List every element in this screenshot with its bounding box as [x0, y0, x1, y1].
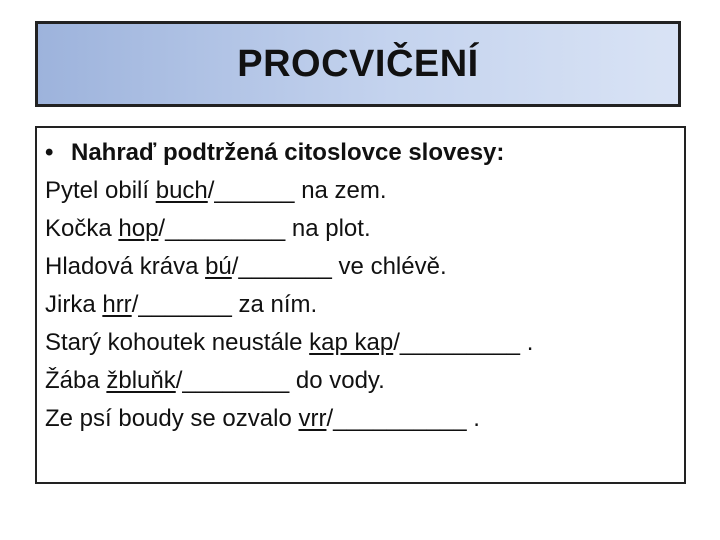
line-text-before: Hladová kráva — [45, 253, 206, 280]
interjection: buch — [155, 177, 208, 204]
exercise-box — [35, 126, 686, 484]
line-text-after: /_________ . — [393, 329, 534, 356]
exercise-line-5 — [45, 324, 684, 362]
line-text-after: /_________ na plot. — [158, 215, 371, 242]
line-text-before: Jirka — [45, 291, 103, 318]
interjection: hop — [118, 215, 159, 242]
exercise-line-2 — [45, 210, 684, 248]
exercise-line-3 — [45, 248, 684, 286]
line-text-after: /________ do vody. — [175, 367, 385, 394]
heading-text: Nahraď podtržená citoslovce slovesy: — [71, 139, 505, 166]
title-banner — [35, 21, 681, 107]
bullet-icon: • — [45, 139, 54, 166]
line-text-before: Ze psí boudy se ozvalo — [45, 405, 299, 432]
interjection: kap kap — [309, 329, 394, 356]
interjection: hrr — [102, 291, 132, 318]
exercise-line-6 — [45, 362, 684, 400]
line-text-after: /_______ ve chlévě. — [231, 253, 447, 280]
exercise-line-4 — [45, 286, 684, 324]
interjection: bú — [205, 253, 232, 280]
line-text-before: Starý kohoutek neustále — [45, 329, 310, 356]
line-text-after: /__________ . — [326, 405, 480, 432]
exercise-line-7 — [45, 400, 684, 438]
line-text-after: /_______ za ním. — [131, 291, 318, 318]
line-text-after: /______ na zem. — [207, 177, 387, 204]
interjection: vrr — [298, 405, 327, 432]
exercise-heading — [45, 134, 684, 172]
line-text-before: Pytel obilí — [45, 177, 156, 204]
line-text-before: Žába — [45, 367, 107, 394]
exercise-line-1 — [45, 172, 684, 210]
line-text-before: Kočka — [45, 215, 119, 242]
interjection: žbluňk — [106, 367, 176, 394]
page-title: PROCVIČENÍ — [237, 42, 479, 85]
